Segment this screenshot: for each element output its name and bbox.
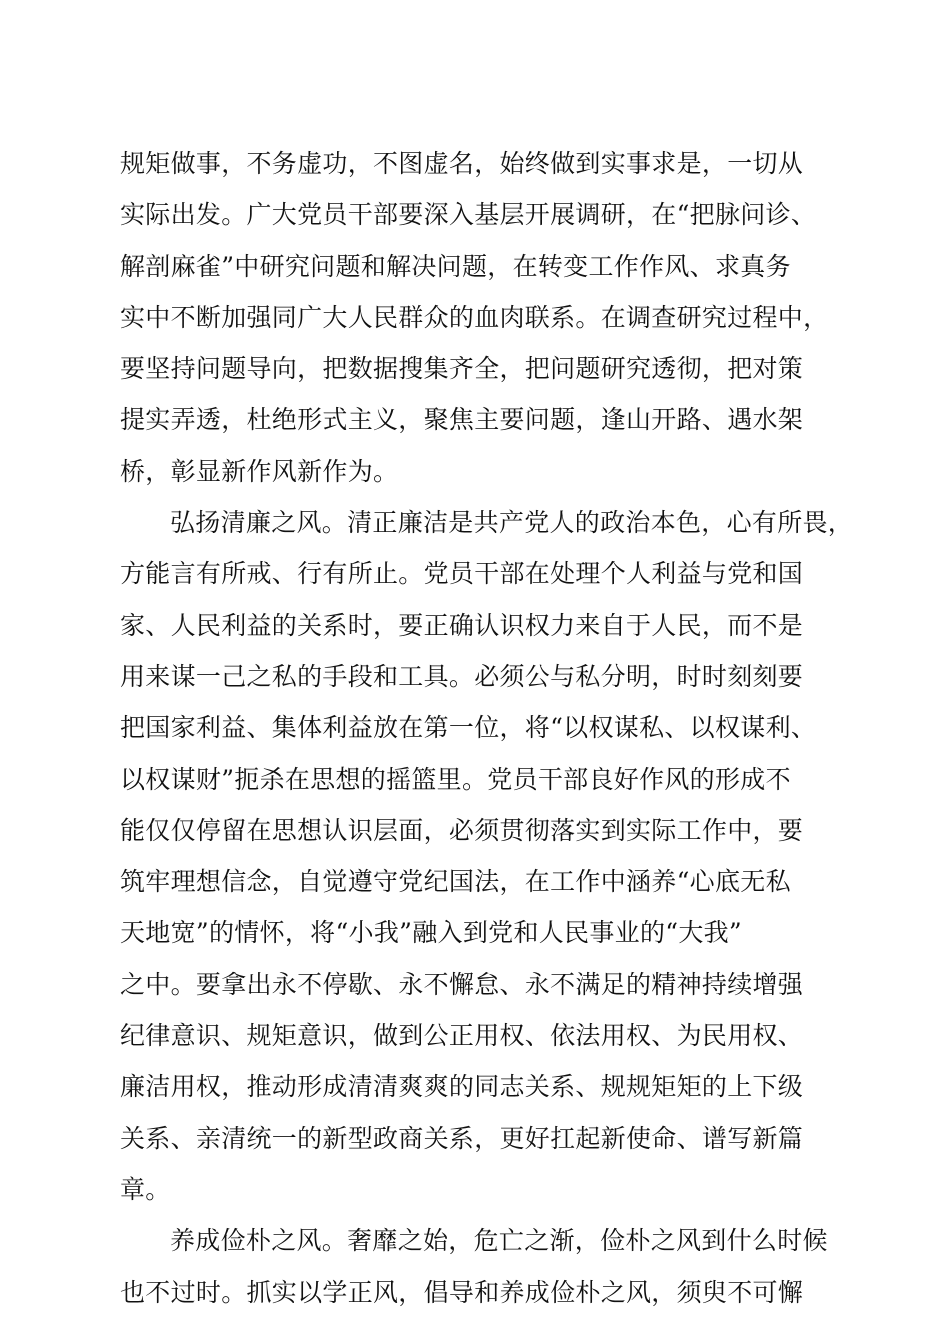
text-line: 以权谋财”扼杀在思想的摇篮里。党员干部良好作风的形成不 bbox=[120, 764, 791, 794]
text-line: 规矩做事，不务虚功，不图虚名，始终做到实事求是，一切从 bbox=[120, 149, 804, 178]
text-line: 把国家利益、集体利益放在第一位，将“以权谋私、以权谋利、 bbox=[120, 713, 817, 743]
text-line: 解剖麻雀”中研究问题和解决问题，在转变工作作风、求真务 bbox=[120, 251, 791, 281]
paragraph-1 bbox=[120, 138, 830, 497]
text-line: 章。 bbox=[120, 1174, 171, 1204]
text-line: 提实弄透，杜绝形式主义，聚焦主要问题，逢山开路、遇水架 bbox=[120, 405, 804, 435]
text-line: 也不过时。抓实以学正风，倡导和养成俭朴之风，须臾不可懈 bbox=[120, 1277, 804, 1307]
text-line: 方能言有所戒、行有所止。党员干部在处理个人利益与党和国 bbox=[120, 559, 804, 589]
text-line: 关系、亲清统一的新型政商关系，更好扛起新使命、谱写新篇 bbox=[120, 1123, 804, 1153]
text-line: 桥，彰显新作风新作为。 bbox=[120, 456, 399, 486]
text-line: 筑牢理想信念，自觉遵守党纪国法，在工作中涵养“心底无私 bbox=[120, 867, 791, 897]
text-line: 用来谋一己之私的手段和工具。必须公与私分明，时时刻刻要 bbox=[120, 661, 804, 691]
text-line: 纪律意识、规矩意识，做到公正用权、依法用权、为民用权、 bbox=[120, 1021, 804, 1051]
paragraph-2 bbox=[120, 497, 854, 1215]
text-line: 实际出发。广大党员干部要深入基层开展调研，在“把脉问诊、 bbox=[120, 200, 817, 230]
document-body bbox=[120, 138, 854, 1318]
text-line: 能仅仅停留在思想认识层面，必须贯彻落实到实际工作中，要 bbox=[120, 815, 804, 845]
text-line: 要坚持问题导向，把数据搜集齐全，把问题研究透彻，把对策 bbox=[120, 354, 804, 384]
text-line: 廉洁用权，推动形成清清爽爽的同志关系、规规矩矩的上下级 bbox=[120, 1072, 804, 1102]
paragraph-3 bbox=[120, 1215, 830, 1318]
text-line: 养成俭朴之风。奢靡之始，危亡之渐，俭朴之风到什么时候 bbox=[170, 1226, 828, 1256]
text-line: 天地宽”的情怀，将“小我”融入到党和人民事业的“大我” bbox=[120, 918, 743, 948]
text-line: 家、人民利益的关系时，要正确认识权力来自于人民，而不是 bbox=[120, 610, 804, 640]
text-line: 实中不断加强同广大人民群众的血肉联系。在调查研究过程中， bbox=[120, 302, 829, 332]
text-line: 弘扬清廉之风。清正廉洁是共产党人的政治本色，心有所畏， bbox=[170, 508, 854, 538]
text-line: 之中。要拿出永不停歇、永不懈怠、永不满足的精神持续增强 bbox=[120, 969, 804, 999]
